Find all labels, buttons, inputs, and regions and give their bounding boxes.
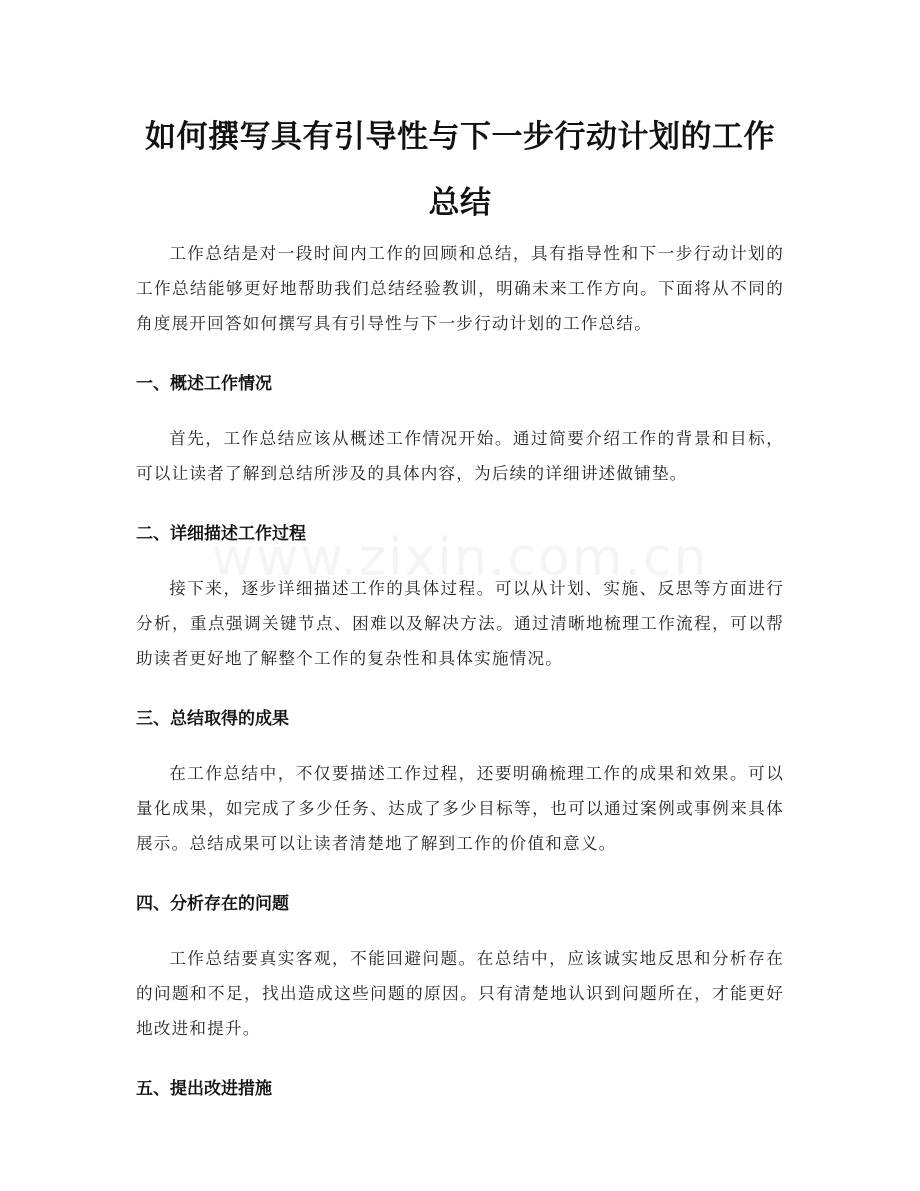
section-body: 在工作总结中，不仅要描述工作过程，还要明确梳理工作的成果和效果。可以量化成果，如完成了多少任务、达成了多少目标等，也可以通过案例或事例来具体展示。总结成果可以让读者清楚地了解到工作的价值和意义。 — [136, 764, 784, 853]
section-4 — [136, 887, 784, 1046]
intro-paragraph: 工作总结是对一段时间内工作的回顾和总结，具有指导性和下一步行动计划的工作总结能够更好地帮助我们总结经验教训，明确未来工作方向。下面将从不同的角度展开回答如何撰写具有引导性与下一步行动计划的工作总结。 — [136, 244, 784, 333]
section-1 — [136, 367, 784, 491]
document-title: 如何撰写具有引导性与下一步行动计划的工作总结 — [145, 119, 775, 221]
section-heading: 一、概述工作情况 — [136, 374, 272, 394]
section-3 — [136, 702, 784, 861]
section-heading: 二、详细描述工作过程 — [136, 524, 306, 544]
section-heading: 三、总结取得的成果 — [136, 709, 289, 729]
section-body: 接下来，逐步详细描述工作的具体过程。可以从计划、实施、反思等方面进行分析，重点强调关键节点、困难以及解决方法。通过清晰地梳理工作流程，可以帮助读者更好地了解整个工作的复杂性和具体实施情况。 — [136, 579, 784, 668]
section-heading: 五、提出改进措施 — [136, 1079, 272, 1099]
section-body: 首先，工作总结应该从概述工作情况开始。通过简要介绍工作的背景和目标，可以让读者了解到总结所涉及的具体内容，为后续的详细讲述做铺垫。 — [136, 429, 784, 483]
section-heading: 四、分析存在的问题 — [136, 894, 289, 914]
section-5 — [136, 1072, 784, 1106]
section-body: 工作总结要真实客观，不能回避问题。在总结中，应该诚实地反思和分析存在的问题和不足，找出造成这些问题的原因。只有清楚地认识到问题所在，才能更好地改进和提升。 — [136, 949, 784, 1038]
section-2 — [136, 517, 784, 676]
